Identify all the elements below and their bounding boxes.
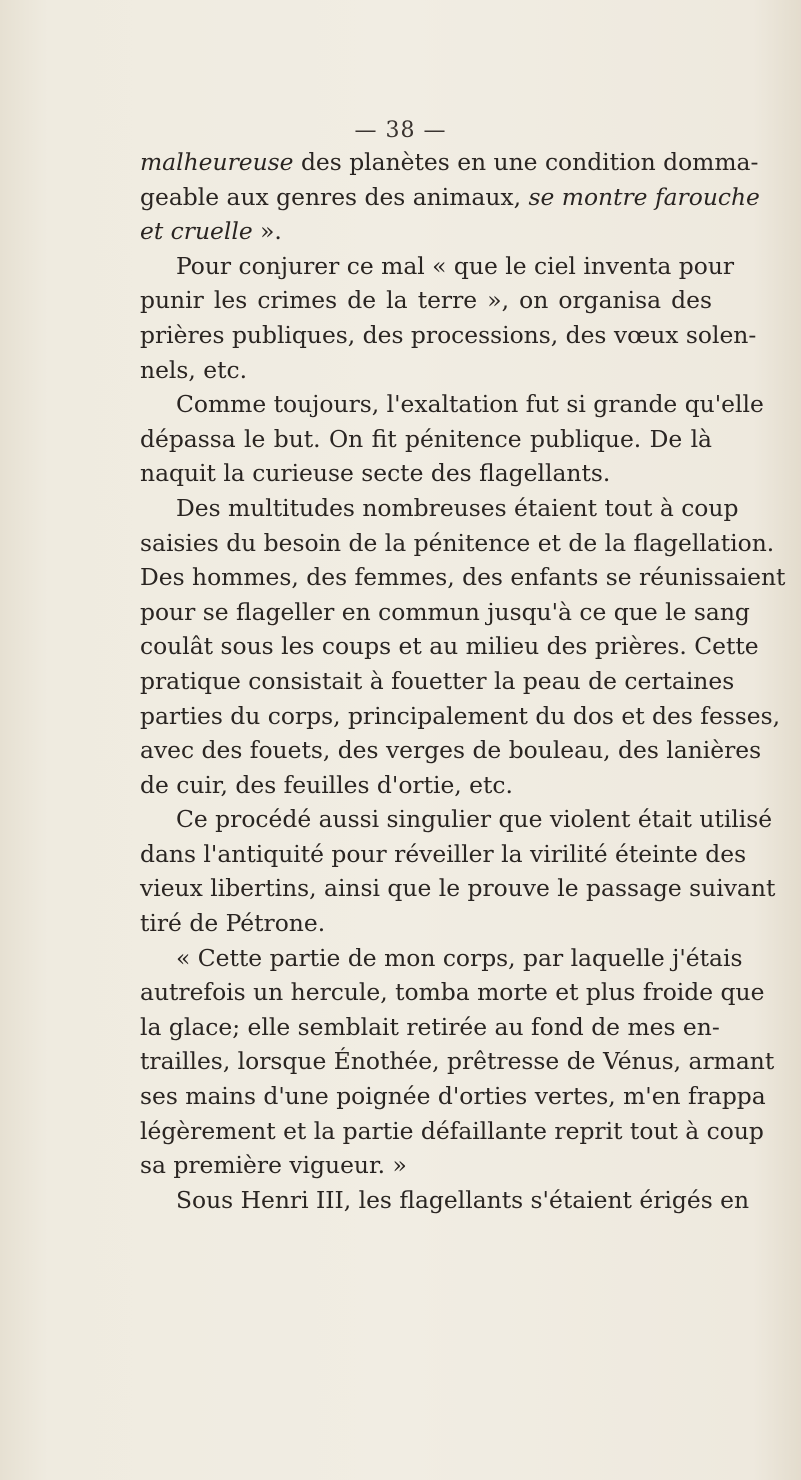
text-line: [140, 353, 712, 388]
text-run: tiré de Pétrone.: [140, 909, 326, 938]
text-run: Ce procédé aussi singulier que violent était utilisé: [176, 805, 773, 834]
text-run: autrefois un hercule, tomba morte et plus froide que: [140, 978, 765, 1007]
text-run: ».: [252, 217, 282, 246]
text-run: dépassa le but. On fit pénitence publique. De là: [140, 424, 712, 453]
text-line: [140, 802, 773, 837]
italic-text: malheureuse: [140, 148, 294, 176]
text-run: de cuir, des feuilles d'ortie, etc.: [140, 770, 513, 799]
text-run: Des multitudes nombreuses étaient tout à coup: [176, 493, 739, 522]
text-run: des planètes en une condition domma-: [293, 148, 759, 176]
text-line: [140, 837, 747, 872]
text-run: ses mains d'une poignée d'orties vertes, m'en frappa: [140, 1082, 766, 1111]
text-line: [140, 422, 712, 457]
text-line: [140, 733, 762, 768]
text-run: naquit la curieuse secte des flagellants.: [140, 459, 611, 488]
text-run: Sous Henri III, les flagellants s'étaient érigés en: [176, 1185, 750, 1214]
text-line: [140, 699, 781, 734]
text-line: [140, 1010, 720, 1045]
text-line: [140, 1044, 775, 1079]
page-number: — 38 —: [354, 118, 447, 143]
text-line: [140, 318, 757, 353]
text-line: [140, 1079, 766, 1114]
text-line: [140, 906, 712, 941]
italic-text: se montre farouche: [528, 182, 760, 211]
text-line: [140, 180, 760, 215]
text-run: légèrement et la partie défaillante reprit tout à coup: [140, 1116, 764, 1145]
text-line: [140, 283, 712, 318]
text-line: [140, 941, 743, 976]
text-run: trailles, lorsque Énothée, prêtresse de Vénus, armant: [140, 1047, 775, 1076]
text-run: sa première vigueur. »: [140, 1151, 407, 1180]
text-line: [140, 871, 776, 906]
text-line: [140, 145, 759, 180]
text-line: [140, 214, 712, 249]
text-line: [140, 595, 750, 630]
text-run: parties du corps, principalement du dos et des fesses,: [140, 701, 781, 730]
text-line: [140, 526, 775, 561]
text-line: [140, 1114, 764, 1149]
text-run: la glace; elle semblait retirée au fond de mes en-: [140, 1012, 720, 1041]
text-run: dans l'antiquité pour réveiller la virilité éteinte des: [140, 839, 747, 868]
text-line: [140, 387, 764, 422]
text-line: [140, 1183, 750, 1218]
text-line: [140, 491, 739, 526]
text-run: punir les crimes de la terre », on organisa des: [140, 286, 712, 315]
text-run: nels, etc.: [140, 355, 248, 384]
italic-text: et cruelle: [140, 217, 253, 246]
text-run: vieux libertins, ainsi que le prouve le passage suivant: [140, 874, 776, 903]
body-text: [140, 145, 786, 1217]
text-line: [140, 629, 759, 664]
text-line: [140, 975, 765, 1010]
text-line: [140, 560, 786, 595]
text-line: [140, 768, 712, 803]
text-line: [140, 664, 735, 699]
text-run: geable aux genres des animaux,: [140, 182, 529, 211]
text-run: saisies du besoin de la pénitence et de la flagellation.: [140, 528, 775, 557]
text-run: prières publiques, des processions, des vœux solen-: [140, 320, 757, 349]
text-run: pour se flageller en commun jusqu'à ce que le sang: [140, 597, 750, 626]
text-run: coulât sous les coups et au milieu des prières. Cette: [140, 632, 759, 661]
text-run: Comme toujours, l'exaltation fut si grande qu'elle: [176, 390, 764, 419]
text-run: pratique consistait à fouetter la peau de certaines: [140, 666, 735, 695]
text-run: Des hommes, des femmes, des enfants se réunissaient: [140, 563, 786, 592]
text-line: [140, 456, 712, 491]
text-run: « Cette partie de mon corps, par laquelle j'étais: [176, 943, 743, 972]
text-line: [140, 1148, 712, 1183]
text-line: [140, 249, 735, 284]
text-run: avec des fouets, des verges de bouleau, des lanières: [140, 736, 762, 765]
text-run: Pour conjurer ce mal « que le ciel inventa pour: [176, 251, 735, 280]
